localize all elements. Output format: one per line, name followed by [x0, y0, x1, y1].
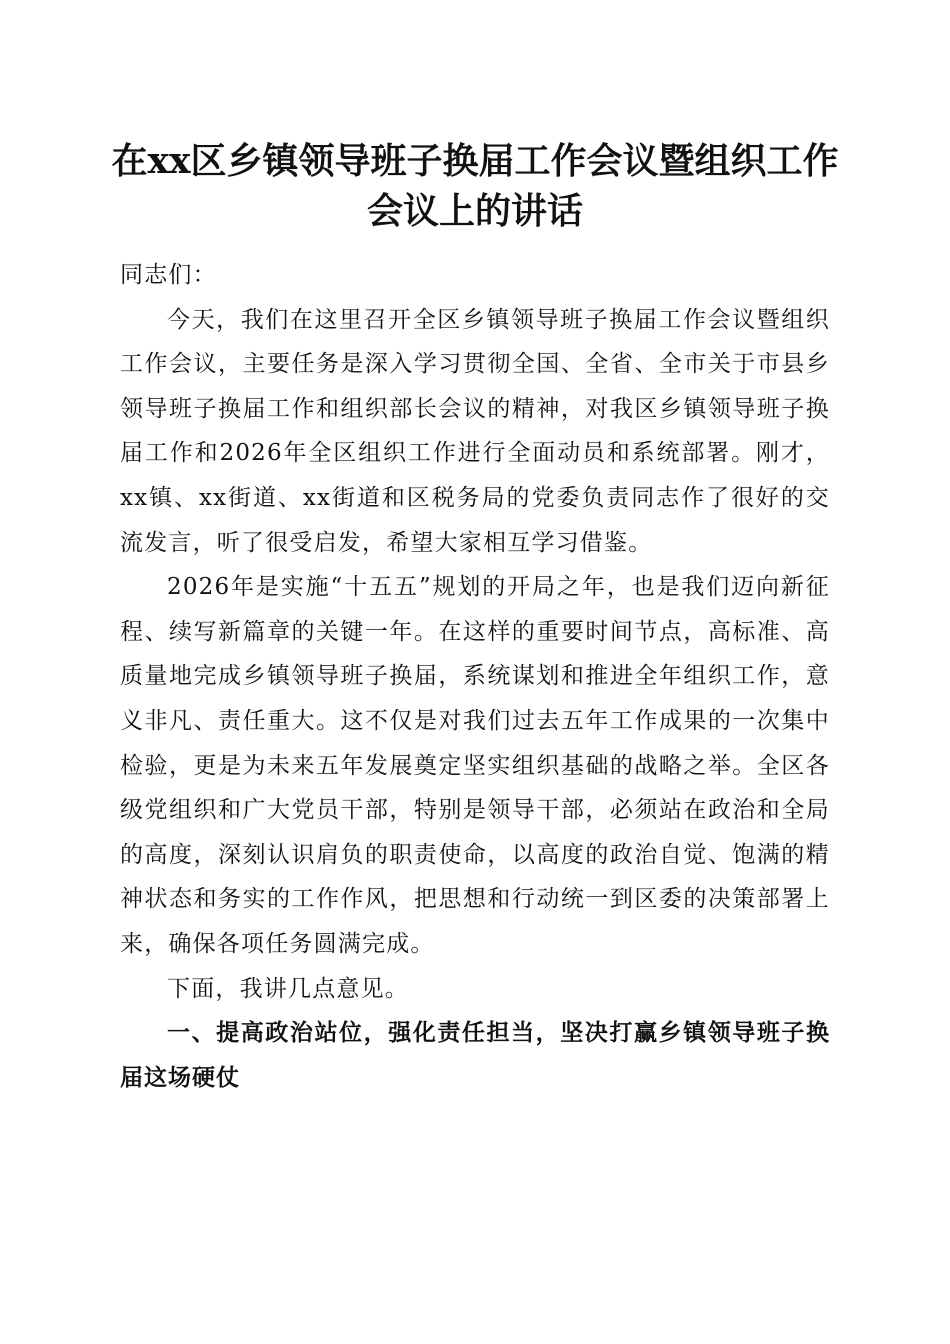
paragraph-significance: 2026年是实施“十五五”规划的开局之年，也是我们迈向新征程、续写新篇章的关键一年。在这样的重要时间节点，高标准、高质量地完成乡镇领导班子换届，系统谋划和推进全年组织工作，意义非凡、责任重大。这不仅是对我们过去五年工作成果的一次集中检验，更是为未来五年发展奠定坚实组织基础的战略之举。全区各级党组织和广大党员干部，特别是领导干部，必须站在政治和全局的高度，深刻认识肩负的职责使命，以高度的政治自觉、饱满的精神状态和务实的工作作风，把思想和行动统一到区委的决策部署上来，确保各项任务圆满完成。	[120, 574, 830, 957]
paragraph-opening: 今天，我们在这里召开全区乡镇领导班子换届工作会议暨组织工作会议，主要任务是深入学习贯彻全国、全省、全市关于市县乡领导班子换届工作和组织部长会议的精神，对我区乡镇领导班子换届工作和2026年全区组织工作进行全面动员和系统部署。刚才，xx镇、xx街道、xx街道和区税务局的党委负责同志作了很好的交流发言，听了很受启发，希望大家相互学习借鉴。	[120, 306, 830, 556]
salutation: 同志们：	[120, 262, 217, 288]
document-body	[120, 253, 830, 1100]
paragraph-transition: 下面，我讲几点意见。	[167, 975, 409, 1002]
section-heading: 一、提高政治站位，强化责任担当，坚决打赢乡镇领导班子换届这场硬仗	[120, 1020, 830, 1091]
document-title: 在xx区乡镇领导班子换届工作会议暨组织工作会议上的讲话	[111, 140, 839, 232]
